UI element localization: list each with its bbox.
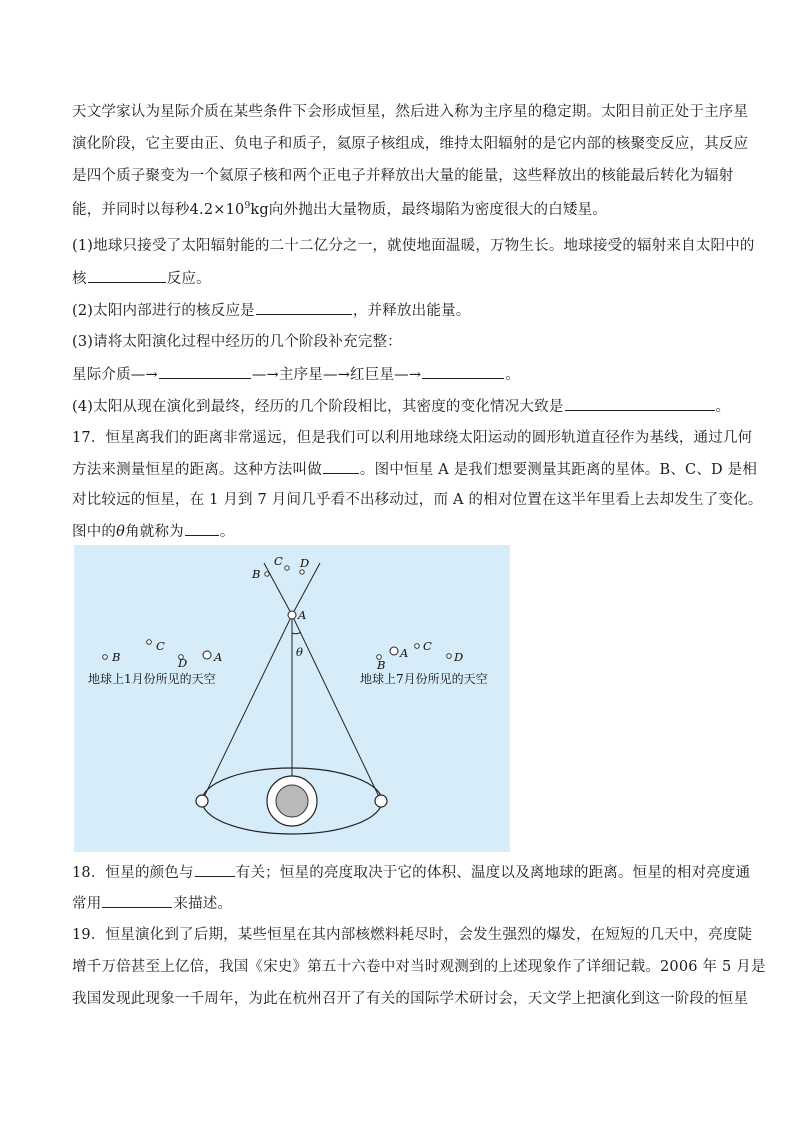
q18-line-1 — [72, 862, 750, 883]
q17-l2-post: 。图中恒星 A 是我们想要测量其距离的星体。B、C、D 是相 — [359, 462, 758, 478]
star-b-top-icon — [265, 572, 269, 576]
parallax-figure — [74, 545, 510, 852]
sight-line-lower-right — [292, 615, 381, 801]
q1-post: 反应。 — [166, 271, 211, 287]
q17-l2-pre: 方法来测量恒星的距离。这种方法叫做 — [72, 462, 322, 478]
q17-line-1: 17．恒星离我们的距离非常遥远，但是我们可以利用地球绕太阳运动的圆形轨道直径作为基线，通过几何 — [72, 430, 753, 446]
star-b-top-label: B — [252, 567, 261, 581]
q17-line-2 — [72, 459, 757, 480]
q17-answer-blank-2[interactable] — [185, 521, 219, 536]
intro-mass-exponent: 9 — [244, 201, 251, 211]
intro-line-1: 天文学家认为星际介质在某些条件下会形成恒星，然后进入称为主序星的稳定期。太阳目前正处于主序星 — [72, 104, 749, 120]
q3-answer-blank-2[interactable] — [422, 364, 504, 379]
q4-pre: (4)太阳从现在演化到最终，经历的几个阶段相比，其密度的变化情况大致是 — [72, 399, 564, 415]
q17-line-4 — [72, 521, 235, 542]
sight-line-upper-left — [264, 563, 292, 615]
star-a-label: A — [298, 608, 307, 622]
q3-line-1: (3)请将太阳演化过程中经历的几个阶段补充完整： — [72, 334, 402, 350]
star-d-top-icon — [300, 570, 304, 574]
jul-star-d-icon — [447, 654, 452, 659]
q1-line-2 — [72, 268, 211, 289]
q18-line-2 — [72, 893, 232, 914]
intro-line-4-a: 能，并同时以每秒 — [72, 202, 190, 218]
q1-answer-blank[interactable] — [88, 268, 166, 283]
jul-star-a-icon — [390, 647, 398, 655]
q3-p3: 。 — [505, 367, 520, 383]
theta-label: θ — [296, 645, 303, 659]
q18-l2-post: 来描述。 — [173, 896, 233, 912]
jan-star-d-label: D — [178, 656, 188, 670]
q19-line-2: 增千万倍甚至上亿倍，我国《宋史》第五十六卷中对当时观测到的上述现象作了详细记载。2006 年 5 月是 — [72, 959, 766, 975]
jan-star-a-label: A — [214, 650, 223, 664]
q4-line — [72, 396, 730, 417]
q2-line — [72, 300, 470, 321]
intro-mass-number: 4.2×10 — [189, 202, 245, 218]
q1-pre: 核 — [72, 271, 87, 287]
parallax-diagram — [74, 545, 510, 852]
jan-star-b-label: B — [112, 650, 121, 664]
q3-p2: —→主序星—→红巨星—→ — [251, 367, 422, 383]
jan-sky-label: 地球上1月份所见的天空 — [88, 672, 216, 686]
earth-july-icon — [375, 795, 387, 807]
q17-theta: θ — [116, 524, 126, 540]
q4-answer-blank[interactable] — [565, 396, 715, 411]
intro-line-2: 演化阶段，它主要由正、负电子和质子，氦原子核组成，维持太阳辐射的是它内部的核聚变反应，其反应 — [72, 136, 749, 152]
q18-l2-pre: 常用 — [72, 896, 102, 912]
star-c-top-label: C — [274, 554, 283, 568]
jan-star-c-icon — [147, 640, 152, 645]
q18-l1-pre: 18．恒星的颜色与 — [72, 865, 194, 881]
q17-answer-blank-1[interactable] — [323, 459, 359, 474]
q3-line-2 — [72, 364, 520, 385]
intro-line-4-b: kg向外抛出大量物质，最终塌陷为密度很大的白矮星。 — [250, 202, 607, 218]
jul-star-a-label: A — [400, 646, 409, 660]
star-c-top-icon — [285, 566, 289, 570]
q3-p1: 星际介质—→ — [72, 367, 158, 383]
q4-post: 。 — [715, 399, 731, 415]
jul-sky-label: 地球上7月份所见的天空 — [360, 672, 488, 686]
q17-l4-pre: 图中的 — [72, 524, 117, 540]
jul-star-b-label: B — [377, 658, 386, 672]
q18-answer-blank-2[interactable] — [102, 893, 172, 908]
sight-line-lower-left — [202, 615, 292, 801]
q2-post: ，并释放出能量。 — [352, 303, 471, 319]
intro-line-3: 是四个质子聚变为一个氦原子核和两个正电子并释放出大量的能量，这些释放出的核能最后转化为辐射 — [72, 168, 734, 184]
q3-answer-blank-1[interactable] — [159, 364, 251, 379]
earth-january-icon — [196, 795, 208, 807]
q18-l1-post: 有关；恒星的亮度取决于它的体积、温度以及离地球的距离。恒星的相对亮度通 — [235, 865, 751, 881]
q17-l4-post: 。 — [219, 524, 235, 540]
q19-line-1: 19．恒星演化到了后期，某些恒星在其内部核燃料耗尽时，会发生强烈的爆发，在短短的几天中，亮度陡 — [72, 927, 753, 943]
q18-answer-blank-1[interactable] — [195, 862, 235, 877]
theta-arc — [292, 632, 301, 634]
jul-star-d-label: D — [454, 650, 464, 664]
q1-line-1: (1)地球只接受了太阳辐射能的二十二亿分之一，就使地面温暖，万物生长。地球接受的辐射来自太阳中的 — [72, 238, 755, 254]
jan-star-c-label: C — [156, 639, 165, 653]
q17-line-3: 对比较远的恒星，在 1 月到 7 月间几乎看不出移动过，而 A 的相对位置在这半年里看上去却发生了变化。 — [72, 492, 763, 508]
jul-star-c-label: C — [423, 639, 432, 653]
q2-pre: (2)太阳内部进行的核反应是 — [72, 303, 255, 319]
star-a-icon — [288, 611, 296, 619]
q19-line-3: 我国发现此现象一千周年，为此在杭州召开了有关的国际学术研讨会，天文学上把演化到这一阶段的恒星 — [72, 991, 749, 1007]
jan-star-b-icon — [103, 655, 108, 660]
star-d-top-label: D — [300, 556, 310, 570]
sun-icon — [276, 785, 308, 817]
intro-line-4 — [72, 200, 607, 220]
q17-l4-mid: 角就称为 — [125, 524, 184, 540]
jan-star-a-icon — [203, 651, 211, 659]
jul-star-c-icon — [415, 644, 420, 649]
q2-answer-blank[interactable] — [256, 300, 352, 315]
